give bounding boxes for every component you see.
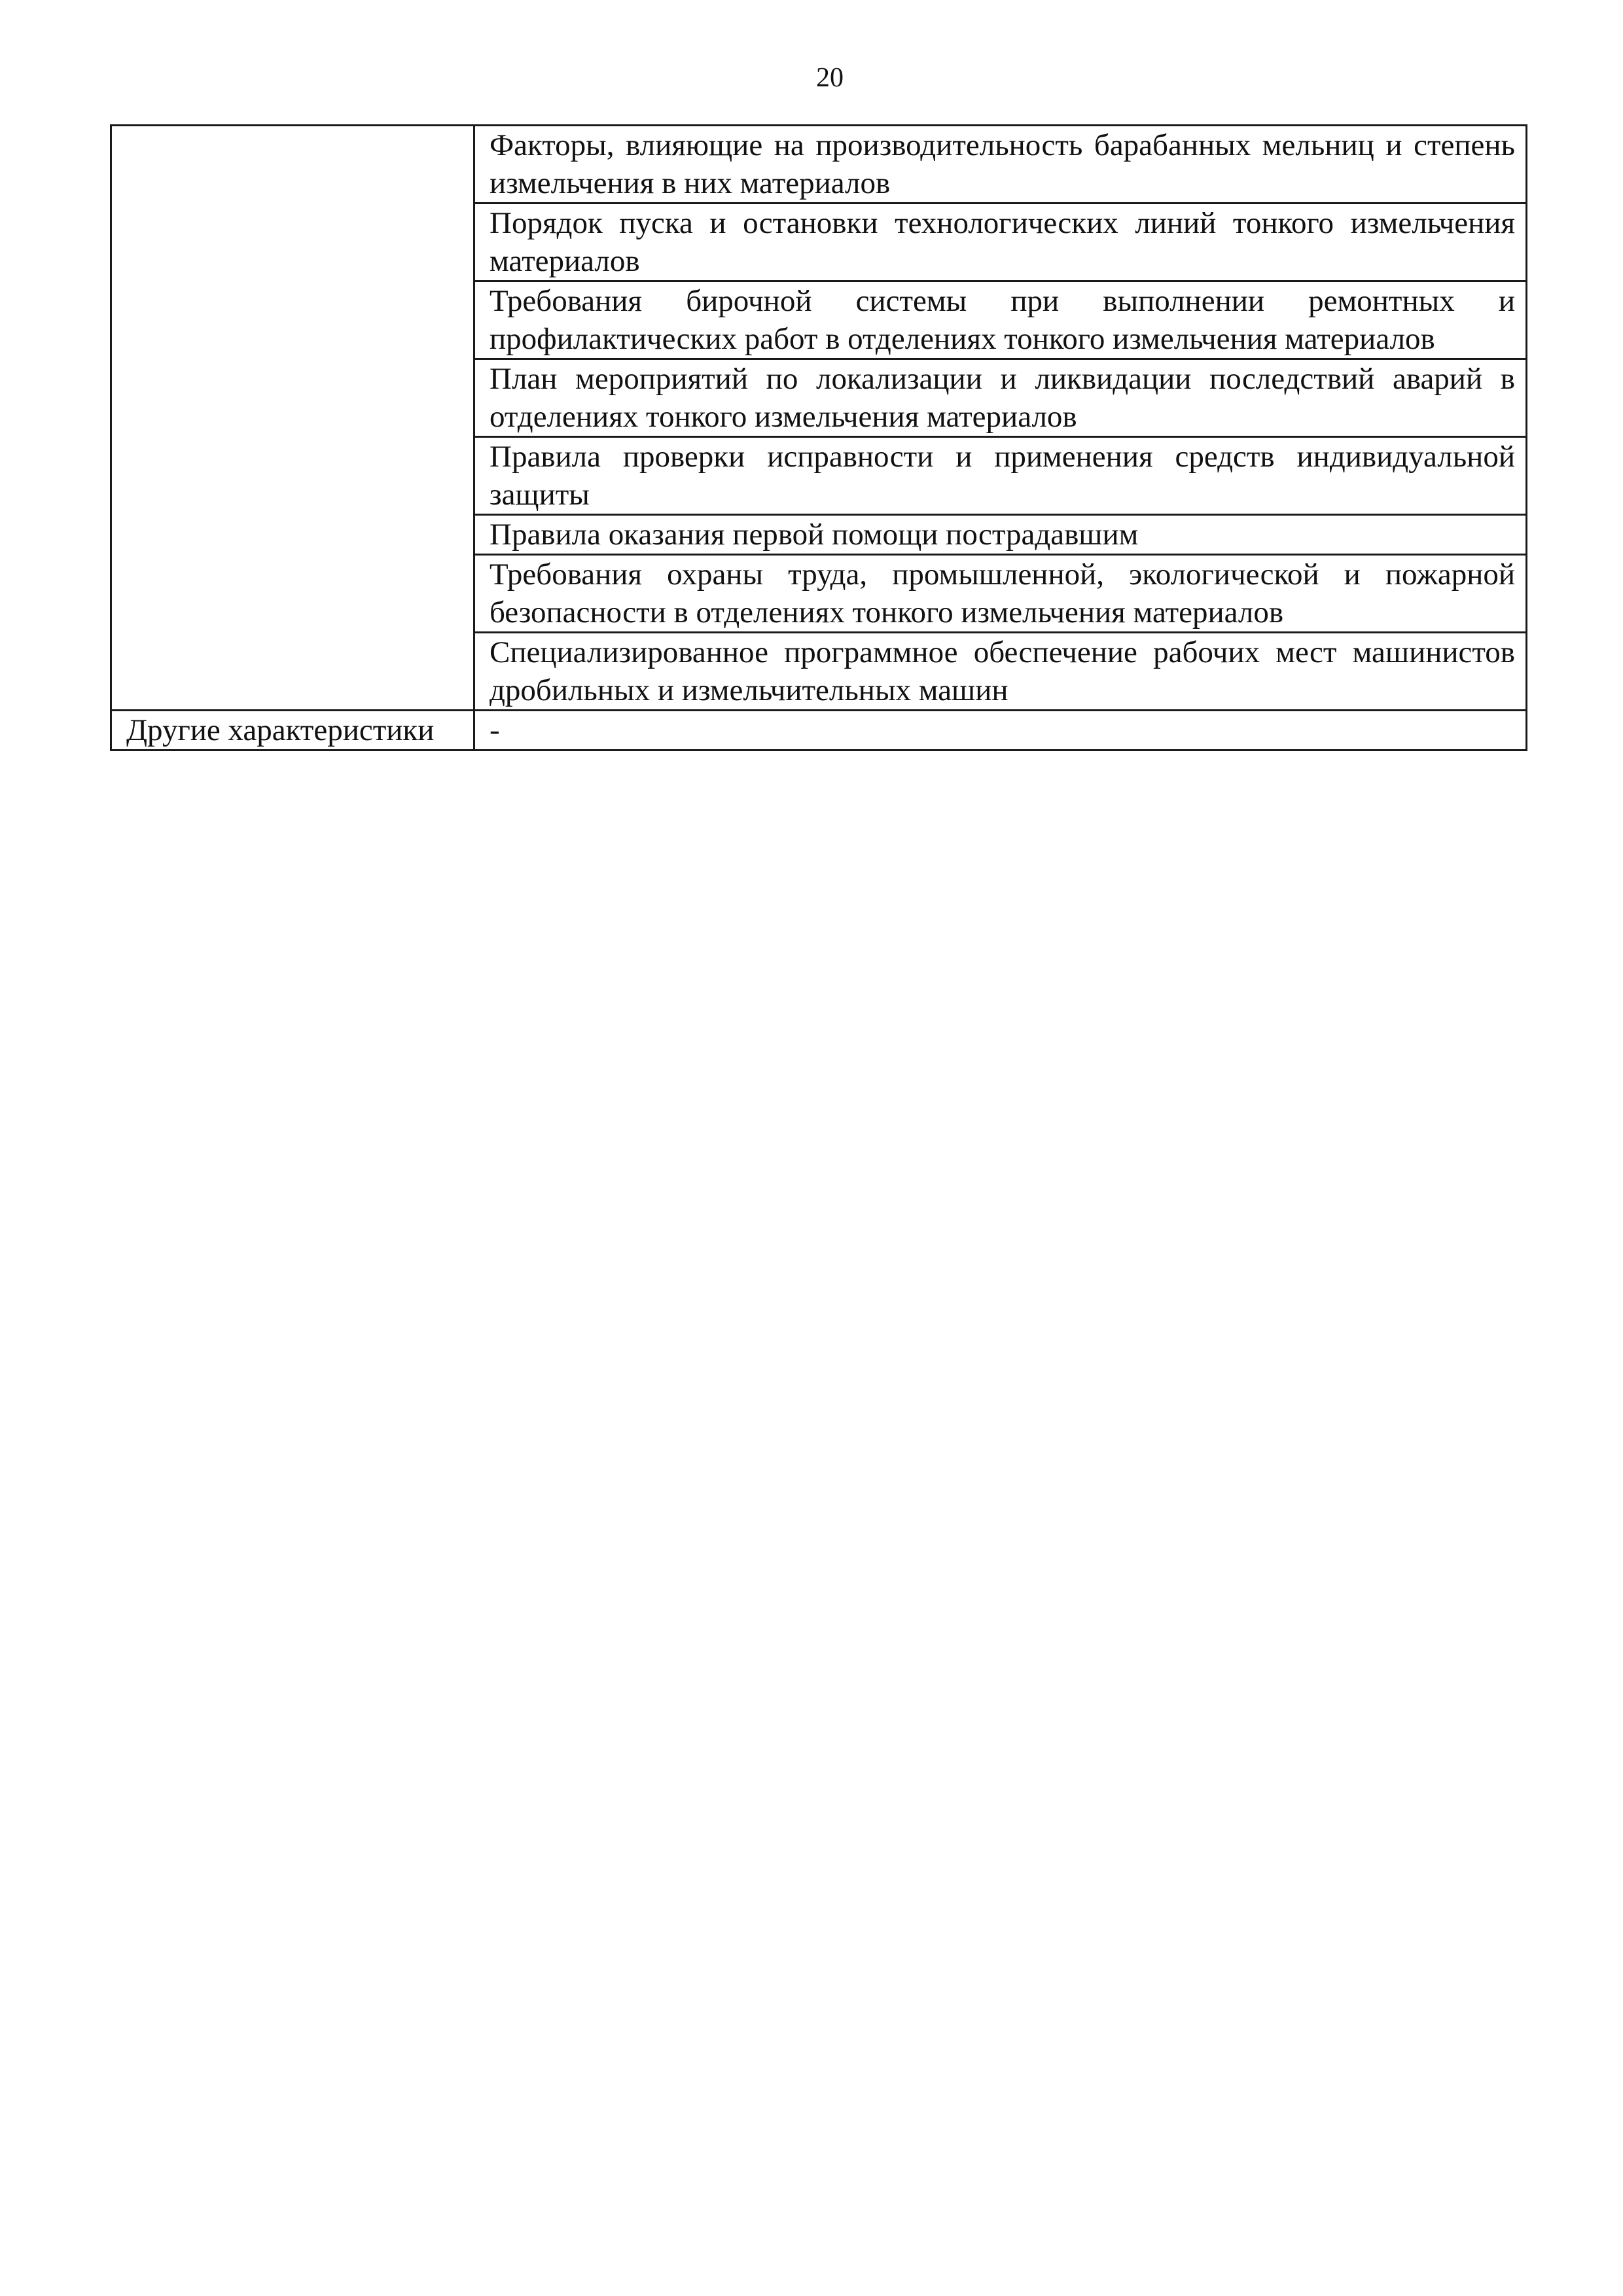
knowledge-item: План мероприятий по локализации и ликвидации последствий аварий в отделениях тонкого измельчения материалов xyxy=(474,359,1527,437)
table-row xyxy=(111,126,1527,203)
knowledge-item: Порядок пуска и остановки технологических линий тонкого измельчения материалов xyxy=(474,203,1527,281)
other-characteristics-label: Другие характеристики xyxy=(111,711,474,751)
knowledge-item: Правила проверки исправности и применения средств индивидуальной защиты xyxy=(474,437,1527,515)
knowledge-item: Требования бирочной системы при выполнении ремонтных и профилактических работ в отделениях тонкого измельчения материалов xyxy=(474,281,1527,359)
qualification-table xyxy=(110,124,1527,751)
knowledge-item: Правила оказания первой помощи пострадавшим xyxy=(474,515,1527,555)
other-characteristics-value: - xyxy=(474,711,1527,751)
section-label-cell xyxy=(111,126,474,711)
page-number: 20 xyxy=(816,63,844,93)
knowledge-item: Требования охраны труда, промышленной, экологической и пожарной безопасности в отделениях тонкого измельчения материалов xyxy=(474,555,1527,633)
table-row-other xyxy=(111,711,1527,751)
knowledge-item: Факторы, влияющие на производительность барабанных мельниц и степень измельчения в них материалов xyxy=(474,126,1527,203)
knowledge-item: Специализированное программное обеспечение рабочих мест машинистов дробильных и измельчительных машин xyxy=(474,633,1527,711)
